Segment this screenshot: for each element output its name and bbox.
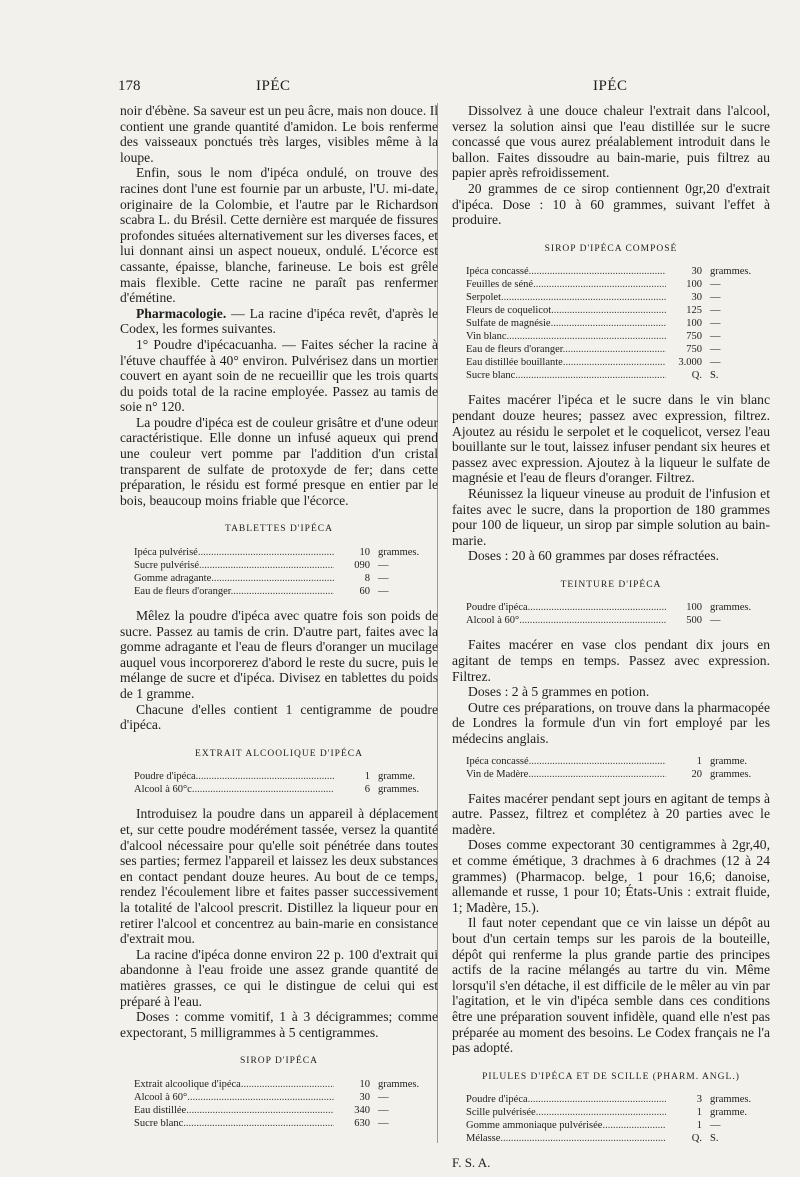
recipe-row xyxy=(466,369,770,382)
ingredient-name: Alcool à 60° ..... xyxy=(466,614,666,627)
ingredient-name: Ipéca pulvérisé ..... xyxy=(134,546,334,559)
recipe-table xyxy=(466,1093,770,1145)
ingredient-quantity: 125 xyxy=(686,305,702,317)
paragraph: noir d'ébène. Sa saveur est un peu âcre, mais non douce. Il contient une grande quantité d'amidon. Le bois renferme des vaisseaux ponctués très larges, visibles même à la loupe. xyxy=(120,103,438,165)
ingredient-name: Eau de fleurs d'oranger ..... xyxy=(134,585,334,598)
paragraph: Doses : 20 à 60 grammes par doses réfractées. xyxy=(468,548,720,564)
ingredient-unit: — xyxy=(710,615,721,627)
paragraph: Il faut noter cependant que ce vin laisse un dépôt au bout d'un certain temps sur les parois de la bouteille, dépôt qui renferme la plus grande partie des principes actifs de la racine mélangés au tartre du vin. Même lorsqu'il s'en détache, il est difficile de le mêler au vin par l'agitation, et le vin d'ipéca semble dans ces conditions être une préparation souvent infidèle, quand elle n'est pas préparée au moment des besoins. Le Codex français ne l'a pas adopté. xyxy=(452,915,770,1056)
running-title-left: IPÉC xyxy=(256,78,291,94)
recipe-row xyxy=(466,330,770,343)
ingredient-unit: — xyxy=(710,279,721,291)
ingredient-unit: — xyxy=(710,305,721,317)
ingredient-unit: S. xyxy=(710,370,719,382)
paragraph: Introduisez la poudre dans un appareil à déplacement et, sur cette poudre modérément tassée, versez la quantité d'alcool nécessaire pour qu'elle soit pénétrée dans toutes ses parties; fermez l'appareil et laissez les deux substances en contact pendant douze heures. Au bout de ce temps, rendez l'écoulement libre et faites passer successivement la totalité de l'alcool prescrit. Distillez la liqueur pour en retirer l'alcool et concentrez au bain-marie en consistance d'extrait mou. xyxy=(120,806,438,947)
recipe-row xyxy=(466,1093,770,1106)
ingredient-unit: — xyxy=(710,1120,721,1132)
ingredient-quantity: 1 xyxy=(364,771,370,783)
paragraph: Réunissez la liqueur vineuse au produit de l'infusion et faites avec le sucre, dans la proportion de 180 grammes pour 100 de liqueur, un sirop par simple solution au bain-marie. xyxy=(452,485,770,548)
ingredient-name: Ipéca concassé ..... xyxy=(466,265,666,278)
left-column xyxy=(120,103,438,1140)
paragraph: Faites macérer pendant sept jours en agitant de temps à autre. Passez, filtrez et complétez à 20 parties avec le madère. xyxy=(452,790,770,837)
ingredient-name: Serpolet ..... xyxy=(466,291,666,304)
ingredient-unit: grammes. xyxy=(710,602,752,614)
recipe-table xyxy=(466,265,770,382)
ingredient-name: Scille pulvérisée ..... xyxy=(466,1106,666,1119)
paragraph xyxy=(120,306,438,337)
ingredient-name: Extrait alcoolique d'ipéca ..... xyxy=(134,1078,334,1091)
ingredient-unit: — xyxy=(710,331,721,343)
ingredient-name: Sucre blanc ..... xyxy=(466,369,666,382)
ingredient-quantity: 60 xyxy=(359,586,370,598)
recipe-row xyxy=(466,317,770,330)
ingredient-quantity: 6 xyxy=(364,784,370,796)
ingredient-quantity: 3 xyxy=(696,1094,702,1106)
ingredient-unit: — xyxy=(378,560,389,572)
ingredient-quantity: Q. xyxy=(691,370,702,382)
ingredient-quantity: 630 xyxy=(354,1117,370,1129)
recipe-title: TABLETTES D'IPÉCA xyxy=(225,524,333,535)
paragraph: La racine d'ipéca donne environ 22 p. 100 d'extrait qui abandonne à l'eau froide une assez grande quantité de matières grasses, ce qui le distingue de celui qui est préparé à l'eau. xyxy=(120,946,438,1009)
recipe-row xyxy=(466,278,770,291)
ingredient-name: Poudre d'ipéca ..... xyxy=(134,770,334,783)
ingredient-unit: grammes. xyxy=(710,266,752,278)
ingredient-unit: — xyxy=(378,1091,389,1103)
recipe-row xyxy=(466,304,770,317)
recipe-table xyxy=(466,601,770,627)
ingredient-quantity: 750 xyxy=(686,344,702,356)
ingredient-name: Sucre pulvérisé ..... xyxy=(134,559,334,572)
paragraph: Dissolvez à une douce chaleur l'extrait dans l'alcool, versez la solution ainsi que l'eau distillée sur le sucre concassé que vous aurez préalablement introduit dans le ballon. Faites dissoudre au bain-marie, puis filtrez au papier après refroidissement. xyxy=(452,103,770,181)
paragraph: Outre ces préparations, on trouve dans la pharmacopée de Londres la formule d'un vin fort employé par les médecins anglais. xyxy=(452,699,770,747)
recipe-row xyxy=(466,1119,770,1132)
recipe-row xyxy=(466,356,770,369)
ingredient-unit: — xyxy=(378,1117,389,1129)
recipe-row xyxy=(134,1091,438,1104)
ingredient-quantity: 30 xyxy=(691,266,702,278)
ingredient-unit: gramme. xyxy=(710,1107,748,1119)
ingredient-unit: grammes. xyxy=(378,784,420,796)
ingredient-name: Eau distillée bouillante ..... xyxy=(466,356,666,369)
ingredient-quantity: 100 xyxy=(686,318,702,330)
ingredient-quantity: 30 xyxy=(359,1091,370,1103)
recipe-row xyxy=(134,1078,438,1091)
running-head xyxy=(0,78,800,96)
ingredient-name: Gomme ammoniaque pulvérisée ..... xyxy=(466,1119,666,1132)
recipe-title: SIROP D'IPÉCA xyxy=(240,1056,318,1067)
ingredient-unit: — xyxy=(710,357,721,369)
recipe-row xyxy=(466,343,770,356)
ingredient-unit: — xyxy=(710,344,721,356)
ingredient-name: Vin blanc ..... xyxy=(466,330,666,343)
recipe-row xyxy=(466,291,770,304)
ingredient-quantity: Q. xyxy=(691,1133,702,1145)
recipe-title: PILULES D'IPÉCA ET DE SCILLE (PHARM. ANGL.) xyxy=(482,1071,740,1082)
paragraph: 20 grammes de ce sirop contiennent 0gr,20 d'extrait d'ipéca. Dose : 10 à 60 grammes, suivant l'effet à produire. xyxy=(452,180,770,228)
recipe-row xyxy=(466,614,770,627)
paragraph: Faites macérer en vase clos pendant dix jours en agitant de temps en temps. Passez avec expression. Filtrez. xyxy=(452,637,770,684)
recipe-row xyxy=(466,601,770,614)
recipe-table xyxy=(466,755,770,781)
signature: F. S. A. xyxy=(452,1155,491,1171)
ingredient-name: Mélasse ..... xyxy=(466,1132,666,1145)
ingredient-unit: gramme. xyxy=(378,771,416,783)
ingredient-quantity: 500 xyxy=(686,615,702,627)
ingredient-name: Fleurs de coquelicot ..... xyxy=(466,304,666,317)
ingredient-quantity: 10 xyxy=(359,547,370,559)
ingredient-name: Sucre blanc ..... xyxy=(134,1117,334,1130)
ingredient-name: Ipéca concassé ..... xyxy=(466,755,666,768)
recipe-row xyxy=(134,1117,438,1130)
ingredient-name: Alcool à 60°c ..... xyxy=(134,783,334,796)
recipe-row xyxy=(134,1104,438,1117)
ingredient-quantity: 3.000 xyxy=(678,357,702,369)
ingredient-unit: grammes. xyxy=(710,1094,752,1106)
recipe-row xyxy=(466,1106,770,1119)
paragraph: Doses : 2 à 5 grammes en potion. xyxy=(468,684,650,700)
paragraph: La poudre d'ipéca est de couleur grisâtre et d'une odeur caractéristique. Elle donne un infusé aqueux qui prend une couleur vert pomme par l'addition d'un cristal transparent de sulfate de protoxyde de fer; dans cette préparation, le résidu est formé presque en entier par le bois, beaucoup moins friable que l'écorce. xyxy=(120,414,438,508)
recipe-row xyxy=(134,546,438,559)
ingredient-quantity: 750 xyxy=(686,331,702,343)
ingredient-unit: — xyxy=(710,318,721,330)
recipe-row xyxy=(134,783,438,796)
ingredient-name: Poudre d'ipéca ..... xyxy=(466,601,666,614)
section-heading: Pharmacologie. xyxy=(136,305,227,321)
recipe-row xyxy=(134,572,438,585)
ingredient-quantity: 30 xyxy=(691,292,702,304)
ingredient-name: Alcool à 60° ..... xyxy=(134,1091,334,1104)
recipe-table xyxy=(134,770,438,796)
ingredient-quantity: 1 xyxy=(696,1120,702,1132)
ingredient-unit: S. xyxy=(710,1133,719,1145)
ingredient-quantity: 1 xyxy=(696,1107,702,1119)
running-title-right: IPÉC xyxy=(593,78,628,94)
recipe-row xyxy=(466,755,770,768)
recipe-row xyxy=(466,265,770,278)
recipe-row xyxy=(466,1132,770,1145)
recipe-title: TEINTURE D'IPÉCA xyxy=(560,579,662,590)
right-column xyxy=(452,103,770,1171)
ingredient-quantity: 8 xyxy=(364,573,370,585)
ingredient-name: Gomme adragante ..... xyxy=(134,572,334,585)
recipe-row xyxy=(466,768,770,781)
recipe-title: SIROP D'IPÉCA COMPOSÉ xyxy=(544,243,678,254)
paragraph: 1° Poudre d'ipécacuanha. — Faites sécher la racine à l'étuve chauffée à 40° environ. Pulvérisez dans un mortier couvert en ayant soin de ne recueillir que les trois quarts du poids total de la racine employée. Passez au tamis de soie n° 120. xyxy=(120,336,438,415)
ingredient-name: Eau distillée ..... xyxy=(134,1104,334,1117)
ingredient-unit: — xyxy=(378,573,389,585)
paragraph: Faites macérer l'ipéca et le sucre dans le vin blanc pendant douze heures; passez avec expression, filtrez. Ajoutez au résidu le serpolet et le coquelicot, versez l'eau bouillante sur le tout, laissez infuser pendant six heures et passez avec expression. Ajoutez à la liqueur le sulfate de magnésie et l'eau de fleurs d'oranger. Filtrez. xyxy=(452,392,770,486)
ingredient-unit: — xyxy=(710,292,721,304)
ingredient-unit: grammes. xyxy=(378,1078,420,1090)
ingredient-quantity: 100 xyxy=(686,602,702,614)
paragraph: Chacune d'elles contient 1 centigramme de poudre d'ipéca. xyxy=(120,701,438,733)
ingredient-quantity: 1 xyxy=(696,755,702,767)
ingredient-name: Feuilles de séné ..... xyxy=(466,278,666,291)
ingredient-name: Sulfate de magnésie ..... xyxy=(466,317,666,330)
paragraph: Doses comme expectorant 30 centigrammes à 2gr,40, et comme émétique, 3 drachmes à 6 drachmes (12 à 24 grammes) (Pharmacop. belge, 1 pour 16,6; danoise, allemande et russe, 1 pour 10; États-Unis : extrait fluide, 1; Madère, 15.). xyxy=(452,837,770,915)
ingredient-quantity: 10 xyxy=(359,1078,370,1090)
ingredient-unit: grammes. xyxy=(378,547,420,559)
paragraph: Doses : comme vomitif, 1 à 3 décigrammes; comme expectorant, 5 milligrammes à 5 centigrammes. xyxy=(120,1009,438,1040)
recipe-row xyxy=(134,559,438,572)
recipe-row xyxy=(134,585,438,598)
paragraph-text: — La racine d'ipéca revêt, d'après le Codex, les formes suivantes. xyxy=(120,305,438,337)
page-number: 178 xyxy=(118,78,141,94)
ingredient-name: Poudre d'ipéca ..... xyxy=(466,1093,666,1106)
ingredient-unit: gramme. xyxy=(710,755,748,767)
ingredient-name: Vin de Madère ..... xyxy=(466,768,666,781)
ingredient-name: Eau de fleurs d'oranger ..... xyxy=(466,343,666,356)
paragraph: Enfin, sous le nom d'ipéca ondulé, on trouve des racines dont l'une est fournie par un arbuste, l'U. mi-date, originaire de la Colombie, et l'autre par le Richardson scabra L. du Brésil. Cette dernière est marquée de fissures profondes situées alternativement sur les diverses faces, et lui donnant ainsi un aspect noueux, ondulé. L'écorce est cassante, épaisse, blanche, farineuse. Le bois est grêle mais flexible. Cette racine ne paraît pas renfermer d'émétine. xyxy=(120,165,438,306)
ingredient-quantity: 340 xyxy=(354,1104,370,1116)
ingredient-unit: — xyxy=(378,1104,389,1116)
recipe-title: EXTRAIT ALCOOLIQUE D'IPÉCA xyxy=(195,748,363,759)
ingredient-unit: — xyxy=(378,586,389,598)
ingredient-quantity: 20 xyxy=(691,768,702,780)
ingredient-quantity: 090 xyxy=(354,560,370,572)
recipe-row xyxy=(134,770,438,783)
recipe-table xyxy=(134,546,438,598)
ingredient-unit: grammes. xyxy=(710,768,752,780)
recipe-table xyxy=(134,1078,438,1130)
ingredient-quantity: 100 xyxy=(686,279,702,291)
paragraph: Mêlez la poudre d'ipéca avec quatre fois son poids de sucre. Passez au tamis de crin. D'autre part, faites avec la gomme adragante et l'eau de fleurs d'oranger un mucilage auquel vous incorporerez d'abord le reste du sucre, puis le mélange de sucre et d'ipéca. Divisez en tablettes du poids de 1 gramme. xyxy=(120,608,438,701)
